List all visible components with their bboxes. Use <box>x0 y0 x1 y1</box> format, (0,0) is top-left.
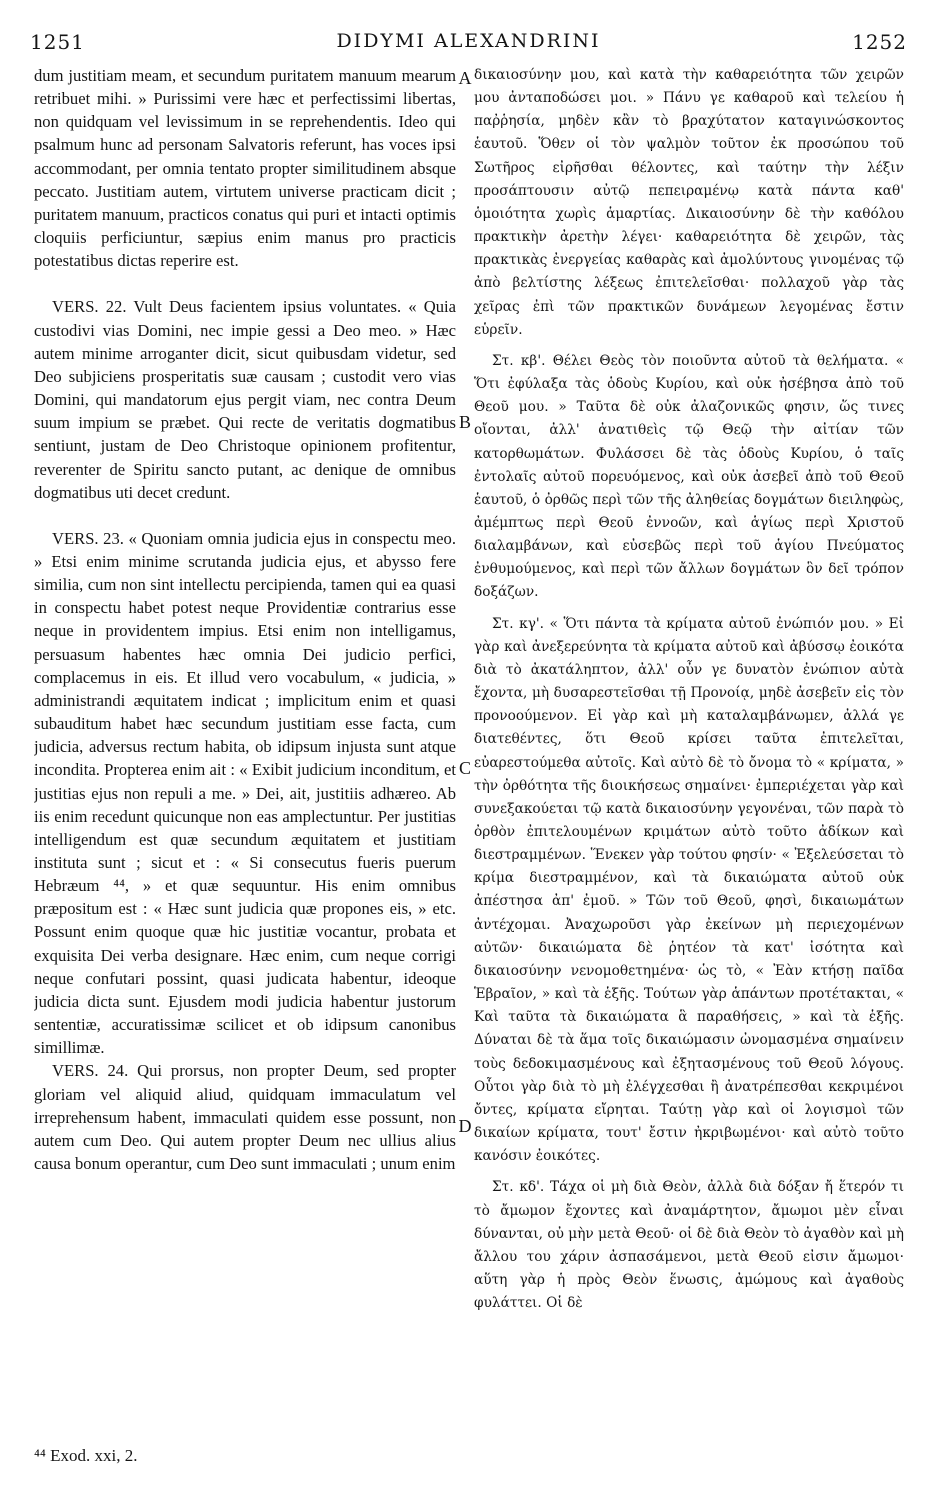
page-number-right: 1252 <box>852 30 907 54</box>
page-header <box>30 30 907 56</box>
latin-paragraph-1: dum justitiam meam, et secundum puritatem manuum mearum retribuet mihi. » Purissimi vere hæc et perfectissimi libertas, non quidquam vel levissimum in se reprehendentis. Ideo qui psalmum hunc ad personam Salvatoris referunt, has voces ipsi accommodant, per omnia tentato propter similitudinem absque peccato. Justitiam autem, virtutem universe practicam dicit ; puritatem manuum, practicos conatus qui puri et intacti optimis cloquiis perficiuntur, sæpius enim manus pro practicis potestatibus dictas reperire est. <box>34 66 456 271</box>
latin-paragraph-3: VERS. 23. « Quoniam omnia judicia ejus in conspectu meo. » Etsi enim minime scrutanda judicia ejus, et abysso fere similia, cum non sint intellectu percipienda, tamen qui ea quasi in conspectu habet potest neque Providentiæ contrarius esse neque in providentem impius. Etsi enim non intelligamus, persuasum habentes hæc omnia Dei judicio perfici, complacemus in eis. Et illud vero vocabulum, « judicia, » administrandi æquitatem indicat ; implicitum enim et quasi subauditum habet hæc secundum justitiam esse facta, cum judicia, adversus rectum habita, ob idipsum injusta sunt atque incondita. Propterea enim ait : « Exibit judicium inconditum, et justitias ejus non repuli a me. » Dei, ait, justitiis adhæreo. Ab iis enim recedunt quicunque non eas amplectuntur. Per justitias intelligendum est quæ secundum æquitatem et justitiam instituta sunt ; sicut et : « Si consecutus fueris puerum Hebræum ⁴⁴, » et quæ sequuntur. His enim omnibus præpositum est : « Hæc sunt judicia quæ propones eis, » etc. Possunt enim quoque quæ hic justitiæ vocantur, probata et exquisita Dei verba designare. Hæc enim, cum neque corrigi neque confutari possint, quasi judicata habentur, ideoque judicia dicta sunt. Ejusdem modi judicia habentur justorum sententiæ, accuratissimæ scilicet et ob idipsum canonibus simillimæ. <box>34 528 456 1058</box>
margin-letter-a: A <box>458 68 472 88</box>
greek-paragraph-1: δικαιοσύνην μου, καὶ κατὰ τὴν καθαρειότητα τῶν χειρῶν μου ἀνταποδώσει μοι. » Πάνυ γε καθαροῦ καὶ τελείου ἡ παῤῥησία, μηδὲν κἂν τὸ βραχύτατον καταγινώσκοντος ἑαυτοῦ. Ὅθεν οἱ τὸν ψαλμὸν τοῦτον ἐκ προσώπου τοῦ Σωτῆρος εἰρῆσθαι θέλοντες, καὶ ταύτην τὴν λέξιν προσάπτουσιν αὐτῷ πεπειραμένῳ κατὰ πάντα καθ' ὁμοιότητα χωρὶς ἁμαρτίας. Δικαιοσύνην δὲ τὴν καθόλου πρακτικὴν ἀρετὴν λέγει· καθαρειότητα δὲ χειρῶν, τὰς πρακτικὰς ἐνεργείας καθαρὰς καὶ ἀμολύντους γινομένας τῷ ἀπὸ βελτίστης λέξεως ἐπιτελεῖσθαι· πολλαχοῦ γὰρ τὰς χεῖρας ἐπὶ τῶν πρακτικῶν δυνάμεων λεγομένας ἔστιν εὑρεῖν. <box>474 67 904 338</box>
running-title: DIDYMI ALEXANDRINI <box>336 30 601 52</box>
latin-paragraph-4: VERS. 24. Qui prorsus, non propter Deum, sed propter gloriam vel aliquid aliud, quidquam immaculatum vel irreprehensum habent, immaculati quidem esse possunt, non autem cum Deo. Qui autem propter Deum nec ullius alius causa bonum operantur, cum Deo sunt immaculati ; unum enim <box>34 1061 456 1174</box>
footnote: ⁴⁴ Exod. xxi, 2. <box>34 1446 138 1465</box>
latin-column <box>34 64 456 1444</box>
margin-letter-c: C <box>458 758 471 778</box>
greek-paragraph-4: Στ. κδ'. Τάχα οἱ μὴ διὰ Θεὸν, ἀλλὰ διὰ δόξαν ἤ ἕτερόν τι τὸ ἄμωμον ἔχοντες καὶ ἀναμάρτητον, ἄμωμοι μὲν εἶναι δύνανται, οὐ μὴν μετὰ Θεοῦ· οἱ δὲ διὰ Θεὸν τὸ ἀγαθὸν καὶ μὴ ἄλλου του χάριν ἀσπασάμενοι, μετὰ Θεοῦ εἰσιν ἄμωμοι· αὕτη γὰρ ἡ πρὸς Θεὸν ἕνωσις, ἀμώμους καὶ ἀγαθοὺς φυλάττει. Οἱ δὲ <box>474 1179 904 1312</box>
margin-letter-b: B <box>458 412 471 432</box>
greek-paragraph-3: Στ. κγ'. « Ὅτι πάντα τὰ κρίματα αὐτοῦ ἐνώπιόν μου. » Εἰ γὰρ καὶ ἀνεξερεύνητα τὰ κρίματα αὐτοῦ καὶ ἀβύσσῳ ἐοικότα διὰ τὸ ἀκατάληπτον, ἀλλ' οὖν γε δυνατὸν ἐνώπιον αὐτὰ ἔχοντα, μὴ δυσαρεστεῖσθαι τῇ Προνοίᾳ, μηδὲ ἀσεβεῖν εἰς τὸν προνοούμενον. Εἰ γὰρ καὶ μὴ καταλαμβάνωμεν, ἀλλά γε διατεθέντες, ὅτι Θεοῦ κρίσει ταῦτα ἐπιτελεῖται, εὐαρεστούμεθα αὐτοῖς. Καὶ αὐτὸ δὲ τὸ ὄνομα τὸ « κρίματα, » τὴν ὀρθότητα τῆς διοικήσεως σημαίνει· ἐμπεριέχεται γὰρ καὶ συνεξακούεται τῷ κατὰ δικαιοσύνην γεγονέναι, τῶν παρὰ τὸ ὀρθὸν ἐπιτελουμένων κριμάτων αὐτὸ τοῦτο ἀδίκων καὶ διεστραμμένων. Ἕνεκεν γὰρ τούτου φησίν· « Ἐξελεύσεται τὸ κρίμα διεστραμμένον, καὶ τὰ δικαιώματα αὐτοῦ οὐκ ἀπέστησα ἀπ' ἐμοῦ. » Τῶν τοῦ Θεοῦ, φησὶ, δικαιωμάτων ἀντέχομαι. Ἀναχωροῦσι γὰρ ἐκείνων μὴ περιεχομένων αὐτῶν· δικαιώματα δὲ ῥητέον τὰ κατ' ἰσότητα καὶ δικαιοσύνην νενομοθετημένα· ὡς τὸ, « Ἐὰν κτήσῃ παῖδα Ἑβραῖον, » καὶ τὰ ἑξῆς. Τούτων γὰρ ἁπάντων προτέτακται, « Καὶ ταῦτα τὰ δικαιώματα ἃ παραθήσεις, » καὶ τὰ ἑξῆς. Δύναται δὲ τὰ ἅμα τοῖς δικαιώμασιν ὠνομασμένα σημαίνειν τοὺς δεδοκιμασμένους καὶ ἐξητασμένους τοῦ Θεοῦ λόγους. Οὗτοι γὰρ διὰ τὸ μὴ ἐλέγχεσθαι ἢ ἀνατρέπεσθαι κεκριμένοι ὄντες, κρίματα εἴρηται. Ταύτῃ γὰρ καὶ οἱ λογισμοὶ τῶν δικαίων κρίματα, τουτ' ἔστιν ἠκριβωμένοι· καὶ αὐτὸ τοῦτο κανόσιν ἐοικότες. <box>474 615 904 1165</box>
latin-paragraph-2: VERS. 22. Vult Deus facientem ipsius voluntates. « Quia custodivi vias Domini, nec impie gessi a Deo meo. » Hæc autem minime arroganter dicit, sicut quibusdam videtur, sed Deo subjiciens prosperitatis suæ causam ; custodit vero vias Domini, qui mandatorum ejus pergit viam, nec contra Deum suum impium se præbet. Qui recte de veritatis dogmatibus sentiunt, justam de Deo Christoque opinionem profitentur, reverenter de Spiritu sancto putant, ac denique de omnibus dogmatibus uti decet credunt. <box>34 297 456 502</box>
greek-column <box>474 64 904 1464</box>
page-number-left: 1251 <box>30 30 85 54</box>
margin-letter-d: D <box>458 1116 472 1136</box>
greek-paragraph-2: Στ. κβ'. Θέλει Θεὸς τὸν ποιοῦντα αὐτοῦ τὰ θελήματα. « Ὅτι ἐφύλαξα τὰς ὁδοὺς Κυρίου, καὶ οὐκ ἠσέβησα ἀπὸ τοῦ Θεοῦ μου. » Ταῦτα δὲ οὐκ ἀλαζονικῶς φησιν, ὥς τινες οἴονται, ἀλλ' ἀνατιθεὶς τῷ Θεῷ τὴν αἰτίαν τῶν κατορθωμάτων. Φυλάσσει δὲ τὰς ὁδοὺς Κυρίου, ὁ ταῖς ἐντολαῖς αὐτοῦ πορευόμενος, καὶ οὐκ ἀσεβεῖ ἀπὸ τοῦ Θεοῦ ἑαυτοῦ, ὁ ὀρθῶς περὶ τῶν τῆς ἀληθείας δογμάτων διειληφὼς, ἀμέμπτως περὶ Θεοῦ ἐννοῶν, καὶ ἁγίως περὶ Χριστοῦ διαλαμβάνων, καὶ εὐσεβῶς περὶ τοῦ ἁγίου Πνεύματος ἐνθυμούμενος, καὶ περὶ τῶν ἄλλων δογμάτων ὃν δεῖ τρόπον δοξάζων. <box>474 352 904 601</box>
